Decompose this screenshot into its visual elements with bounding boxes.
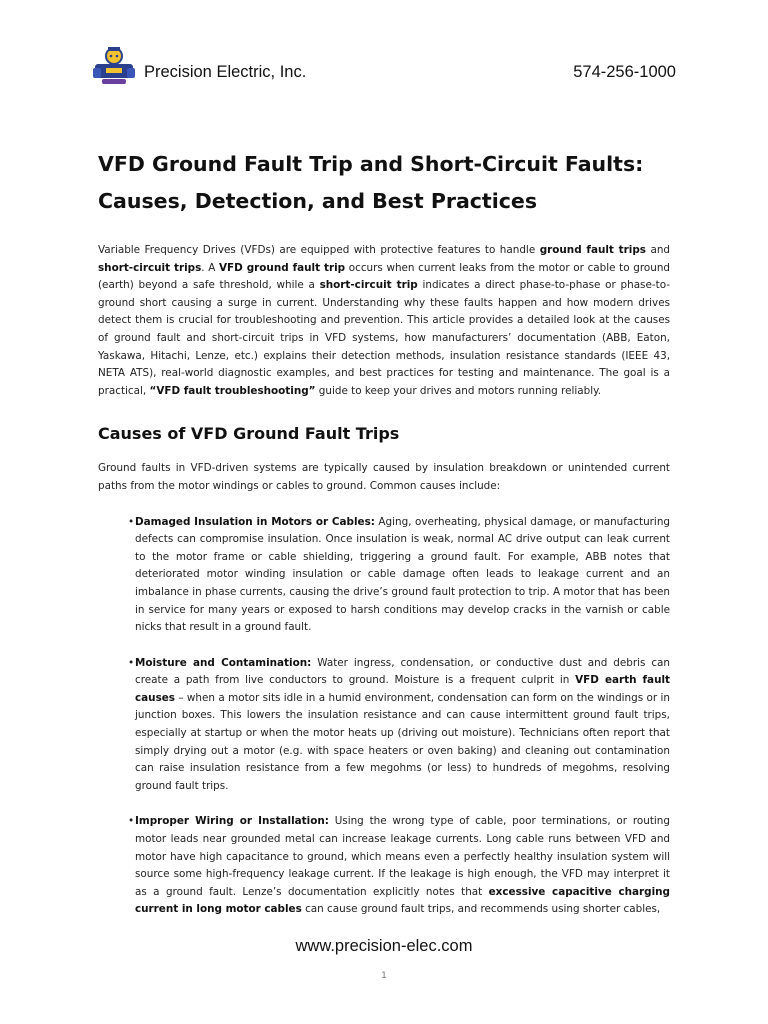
cause-list-item: [98, 514, 670, 637]
text-run: occurs when current leaks from the motor or cable to ground (earth) beyond a safe threshold, while a: [98, 261, 671, 292]
company-logo-icon: [92, 44, 136, 88]
bold-text: “VFD fault troubleshooting”: [149, 384, 316, 397]
text-run: Water ingress, condensation, or conductive dust and debris can create a path from live conductors to ground. Moisture is a frequent culprit in: [135, 656, 671, 687]
article-title: [98, 146, 670, 220]
bullet-icon: •: [128, 815, 135, 828]
text-run: – when a motor sits idle in a humid environment, condensation can form on the windings or in junction boxes. This lowers the insulation resistance and can cause intermittent ground fault trips, especially at startup or when the motor heats up (driving out moisture). Technicians often report that simply drying out a motor (e.g. with space heaters or oven baking) and cleaning out contamination can raise insulation resistance from a few megohms (or less) to hundreds of megohms, resolving ground fault trips.: [135, 691, 670, 792]
text-run: and: [645, 244, 670, 256]
footer-website-url: www.precision-elec.com: [295, 937, 473, 955]
text-run: guide to keep your drives and motors running reliably.: [315, 384, 602, 397]
article-body: [98, 146, 670, 937]
text-run: can cause ground fault trips, and recommends using shorter cables,: [301, 903, 661, 916]
bullet-icon: •: [128, 515, 135, 528]
section-heading: Causes of VFD Ground Fault Trips: [98, 424, 400, 444]
text-run: Variable Frequency Drives (VFDs) are equipped with protective features to handle: [98, 244, 540, 256]
text-run: Aging, overheating, physical damage, or manufacturing defects can compromise insulation. Once insulation is weak, normal AC drive output can leak current to the motor frame or cable shielding, triggering a ground fault. For example, ABB notes that deteriorated motor winding insulation or cable damage often leads to leakage current and an imbalance in phase currents, causing the drive’s ground fault protection to trip. A motor that has been in service for many years or exposed to harsh conditions may develop cracks in the varnish or cable nicks that result in a ground fault.: [135, 515, 670, 634]
title-line-1: VFD Ground Fault Trip and Short-Circuit Faults:: [98, 152, 644, 176]
cause-list-item: [98, 655, 670, 796]
section-intro: Ground faults in VFD-driven systems are typically caused by insulation breakdown or unintended current paths from the motor windings or cables to ground. Common causes include:: [98, 462, 670, 492]
bold-text: Moisture and Contamination:: [135, 656, 312, 669]
bold-text: excessive capacitive charging current in long motor cables: [135, 885, 670, 916]
bold-text: short-circuit trip: [319, 279, 418, 292]
bold-text: short-circuit trips: [98, 261, 202, 274]
cause-list-item: [98, 813, 670, 919]
page-number: 1: [381, 971, 387, 981]
bold-text: Improper Wiring or Installation:: [135, 815, 329, 828]
bold-text: VFD earth fault causes: [135, 674, 670, 704]
text-run: indicates a direct phase-to-phase or phase-to-ground short causing a surge in current. Understanding why these faults happen and how modern drives detect them is crucial for troubleshooting and prevention. This article provides a detailed look at the causes of ground fault and short-circuit trips in VFD systems, how manufacturers’ documentation (ABB, Eaton, Yaskawa, Hitachi, Lenze, etc.) explains their detection methods, insulation resistance standards (IEEE 43, NETA ATS), real-world diagnostic examples, and best practices for testing and maintenance. The goal is a practical,: [98, 279, 670, 397]
text-run: Using the wrong type of cable, poor terminations, or routing motor leads near grounded metal can increase leakage currents. Long cable runs between VFD and motor have high capacitance to ground, which means even a perfectly healthy insulation system will source some high-frequency leakage current. If the leakage is high enough, the VFD may interpret it as a ground fault. Lenze’s documentation explicitly notes that: [135, 815, 670, 898]
causes-list: [98, 514, 670, 919]
page-header: [92, 44, 676, 104]
bold-text: Damaged Insulation in Motors or Cables:: [135, 515, 375, 528]
intro-paragraph: [98, 242, 670, 400]
company-name: Precision Electric, Inc.: [144, 63, 307, 81]
text-run: . A: [201, 261, 219, 274]
company-phone: 574-256-1000: [573, 63, 676, 81]
bold-text: ground fault trips: [539, 244, 646, 256]
bullet-icon: •: [128, 656, 135, 669]
title-line-2: Causes, Detection, and Best Practices: [98, 189, 538, 213]
bold-text: VFD ground fault trip: [219, 261, 346, 274]
